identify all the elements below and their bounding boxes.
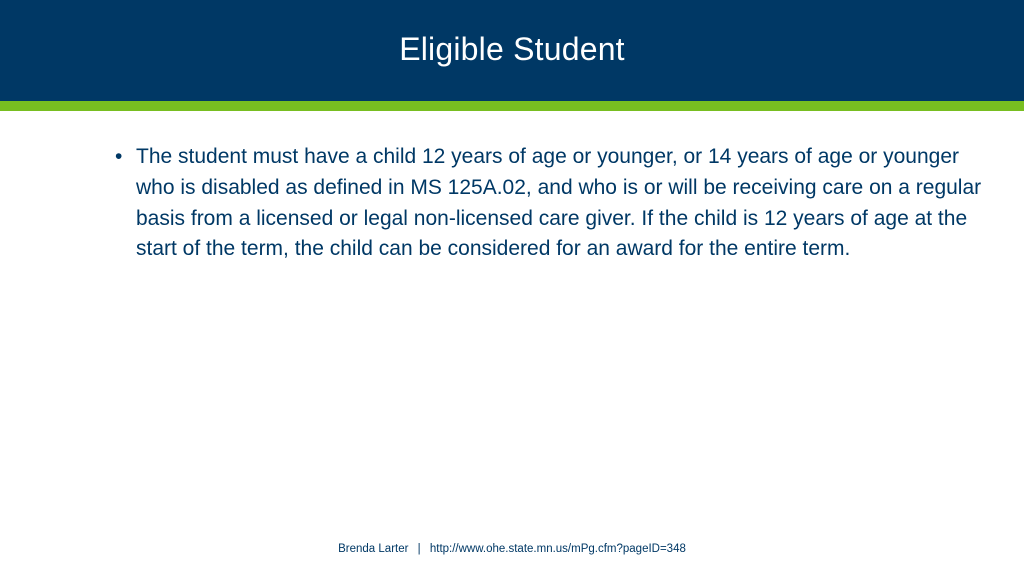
footer — [0, 541, 1024, 557]
bullet-item — [112, 142, 992, 265]
bullet-icon: • — [115, 145, 123, 168]
footer-url: http://www.ohe.state.mn.us/mPg.cfm?pageID=348 — [429, 543, 686, 555]
slide-title: Eligible Student — [399, 31, 625, 67]
title-bar — [0, 0, 1024, 101]
bullet-text: The student must have a child 12 years of age or younger, or 14 years of age or younger who is disabled as defined in MS 125A.02, and who is or will be receiving care on a regular basis from a licensed or legal non-licensed care giver. If the child is 12 years of age at the start of the term, the child can be considered for an award for the entire term. — [136, 145, 982, 261]
footer-separator: | — [417, 543, 421, 555]
slide-body — [112, 142, 992, 265]
footer-author: Brenda Larter — [338, 543, 409, 555]
accent-stripe — [0, 101, 1024, 111]
